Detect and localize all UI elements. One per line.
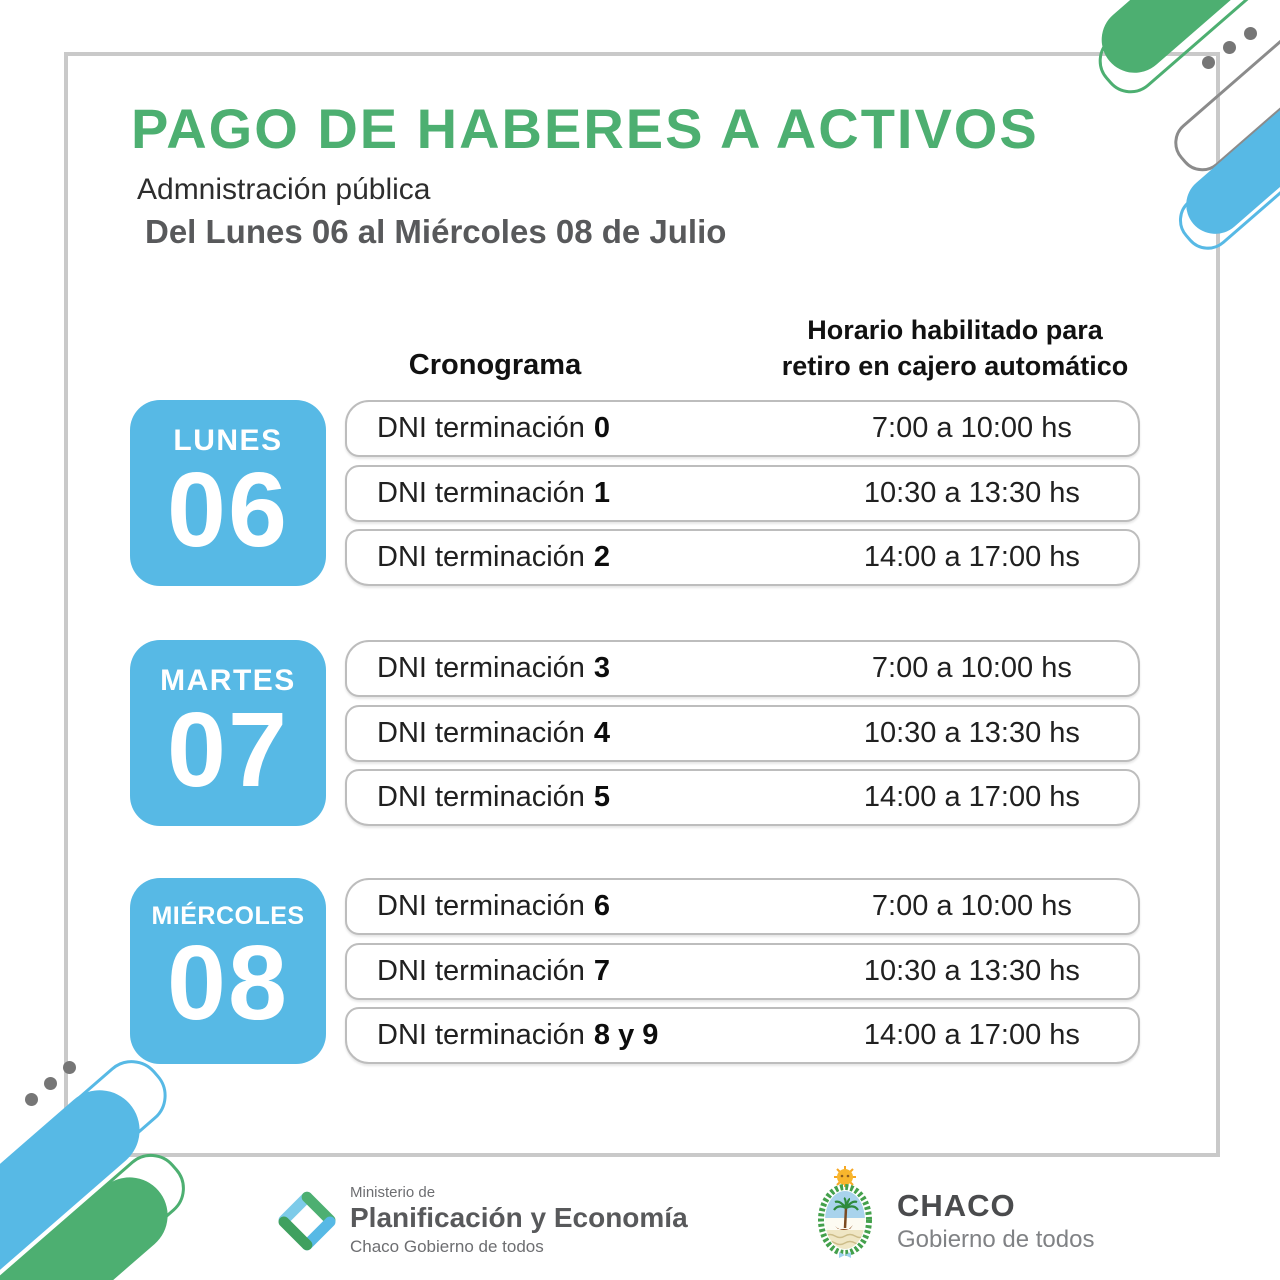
day-name: MIÉRCOLES <box>151 902 305 930</box>
dni-ending: 8 y 9 <box>593 1019 659 1051</box>
government-logo-block <box>815 1166 1094 1262</box>
time-cell: 10:30 a 13:30 hs <box>863 954 1080 987</box>
schedule-row <box>345 465 1140 522</box>
dni-label: DNI terminación <box>377 781 585 813</box>
schedule-row <box>345 943 1140 1000</box>
page-title: PAGO DE HABERES A ACTIVOS <box>131 97 1039 160</box>
time-cell: 14:00 a 17:00 hs <box>863 1019 1080 1051</box>
day-number: 08 <box>167 924 289 1042</box>
dni-ending: 5 <box>593 781 611 813</box>
schedule-rows <box>345 878 1140 1064</box>
ministry-logo-block <box>274 1184 688 1257</box>
dni-label: DNI terminación <box>377 541 585 573</box>
ministry-text <box>350 1184 688 1257</box>
column-header-horario-line2: retiro en cajero automático <box>781 351 1129 381</box>
column-header-horario <box>750 312 1160 384</box>
schedule-rows <box>345 640 1140 826</box>
dni-ending: 6 <box>593 890 611 922</box>
column-header-cronograma: Cronograma <box>408 349 582 381</box>
government-text <box>897 1188 1094 1254</box>
ministry-line2: Planificación y Economía <box>350 1202 688 1233</box>
time-cell: 10:30 a 13:30 hs <box>863 716 1080 749</box>
dni-cell <box>347 1019 806 1052</box>
dni-label: DNI terminación <box>377 1019 585 1051</box>
schedule-row <box>345 705 1140 762</box>
schedule-row <box>345 400 1140 457</box>
dni-ending: 2 <box>593 541 611 573</box>
day-number: 06 <box>167 451 289 569</box>
time-cell: 7:00 a 10:00 hs <box>871 890 1072 922</box>
day-number: 07 <box>167 691 289 809</box>
schedule-row <box>345 878 1140 935</box>
time-cell: 14:00 a 17:00 hs <box>863 781 1080 813</box>
chaco-shield-icon <box>815 1166 875 1262</box>
schedule-group-miercoles <box>130 878 1140 1064</box>
time-cell: 10:30 a 13:30 hs <box>863 476 1080 509</box>
dni-label: DNI terminación <box>377 890 585 922</box>
page-subtitle: Admnistración pública <box>137 173 431 206</box>
dni-ending: 1 <box>593 476 611 509</box>
dni-ending: 4 <box>593 716 611 749</box>
schedule-row <box>345 769 1140 826</box>
ministry-line3: Chaco Gobierno de todos <box>350 1237 544 1256</box>
dni-ending: 7 <box>593 954 611 987</box>
day-name: LUNES <box>173 424 283 457</box>
dni-cell <box>347 412 806 445</box>
day-badge-miercoles <box>130 878 326 1064</box>
schedule-group-martes <box>130 640 1140 826</box>
decor-dot <box>63 1061 76 1074</box>
decor-dot <box>44 1077 57 1090</box>
decor-dot <box>1223 41 1236 54</box>
time-cell: 7:00 a 10:00 hs <box>871 652 1072 684</box>
dni-cell <box>347 477 806 510</box>
dni-cell <box>347 652 806 685</box>
time-cell: 14:00 a 17:00 hs <box>863 541 1080 573</box>
schedule-group-lunes <box>130 400 1140 586</box>
decor-dot <box>1202 56 1215 69</box>
decor-dot <box>1244 27 1257 40</box>
schedule-row <box>345 529 1140 586</box>
dni-label: DNI terminación <box>377 476 585 509</box>
dni-label: DNI terminación <box>377 716 585 749</box>
ministry-diamond-icon <box>274 1188 340 1254</box>
column-header-horario-line1: Horario habilitado para <box>807 315 1103 345</box>
dni-cell <box>347 541 806 574</box>
dni-label: DNI terminación <box>377 412 585 444</box>
dni-cell <box>347 717 806 750</box>
government-tagline: Gobierno de todos <box>897 1226 1095 1253</box>
government-name: CHACO <box>897 1188 1016 1223</box>
dni-ending: 3 <box>593 652 611 684</box>
dni-cell <box>347 955 806 988</box>
schedule-rows <box>345 400 1140 586</box>
ministry-line1: Ministerio de <box>350 1184 436 1201</box>
day-badge-martes <box>130 640 326 826</box>
dni-cell <box>347 890 806 923</box>
schedule-row <box>345 640 1140 697</box>
dni-cell <box>347 781 806 814</box>
decor-dot <box>25 1093 38 1106</box>
dni-label: DNI terminación <box>377 954 585 987</box>
dni-ending: 0 <box>593 412 611 444</box>
day-badge-lunes <box>130 400 326 586</box>
day-name: MARTES <box>160 664 296 697</box>
date-range: Del Lunes 06 al Miércoles 08 de Julio <box>145 213 727 250</box>
schedule-row <box>345 1007 1140 1064</box>
dni-label: DNI terminación <box>377 652 585 684</box>
time-cell: 7:00 a 10:00 hs <box>871 412 1072 444</box>
